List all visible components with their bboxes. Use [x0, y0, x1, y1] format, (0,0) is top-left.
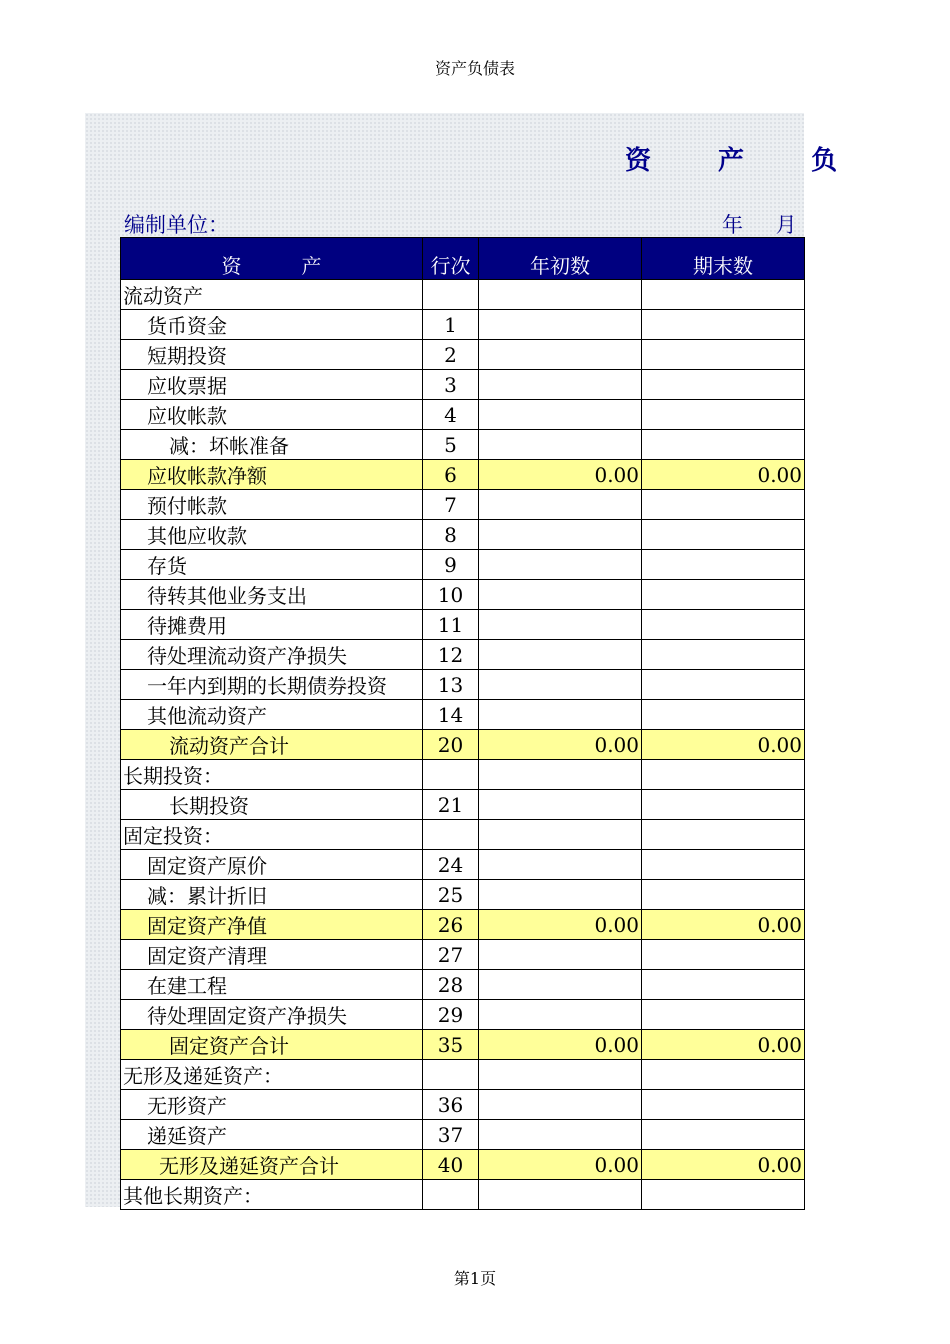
cell-item-name[interactable]: 长期投资	[121, 790, 423, 820]
cell-line-no[interactable]: 24	[423, 850, 479, 880]
header-line-no[interactable]: 行次	[423, 238, 479, 280]
table-row	[121, 880, 805, 910]
cell-item-name[interactable]: 递延资产	[121, 1120, 423, 1150]
cell-line-no[interactable]: 5	[423, 430, 479, 460]
table-row	[121, 550, 805, 580]
cell-item-name[interactable]: 固定投资：	[121, 820, 423, 850]
cell-line-no[interactable]: 29	[423, 1000, 479, 1030]
cell-item-name[interactable]: 无形资产	[121, 1090, 423, 1120]
cell-beginning-balance[interactable]	[479, 430, 642, 460]
compiler-label: 编制单位：	[124, 213, 229, 237]
cell-item-name[interactable]: 待转其他业务支出	[121, 580, 423, 610]
cell-item-name[interactable]: 应收票据	[121, 370, 423, 400]
cell-item-name[interactable]: 固定资产原价	[121, 850, 423, 880]
cell-ending-balance[interactable]	[642, 490, 805, 520]
table-row	[121, 520, 805, 550]
cell-beginning-balance[interactable]	[479, 1120, 642, 1150]
cell-ending-balance[interactable]	[642, 400, 805, 430]
table-row	[121, 580, 805, 610]
cell-line-no[interactable]: 21	[423, 790, 479, 820]
cell-ending-balance[interactable]	[642, 850, 805, 880]
cell-item-name[interactable]: 减：累计折旧	[121, 880, 423, 910]
cell-line-no[interactable]: 36	[423, 1090, 479, 1120]
header-assets[interactable]: 资 产	[121, 238, 423, 280]
page-header: 资产负债表	[434, 59, 515, 78]
cell-beginning-balance[interactable]	[479, 970, 642, 1000]
table-row	[121, 310, 805, 340]
balance-sheet-table	[120, 237, 805, 1210]
cell-line-no[interactable]: 27	[423, 940, 479, 970]
cell-line-no[interactable]: 28	[423, 970, 479, 1000]
cell-line-no[interactable]: 8	[423, 520, 479, 550]
cell-line-no[interactable]: 26	[423, 910, 479, 940]
cell-beginning-balance[interactable]	[479, 1060, 642, 1090]
cell-line-no[interactable]	[423, 280, 479, 310]
cell-ending-balance[interactable]	[642, 640, 805, 670]
cell-line-no[interactable]: 6	[423, 460, 479, 490]
cell-ending-balance[interactable]	[642, 1180, 805, 1210]
cell-ending-balance[interactable]	[642, 1120, 805, 1150]
cell-line-no[interactable]: 12	[423, 640, 479, 670]
cell-item-name[interactable]: 待处理流动资产净损失	[121, 640, 423, 670]
report-title: 资 产 负	[625, 146, 867, 176]
cell-ending-balance[interactable]	[642, 430, 805, 460]
table-row	[121, 1150, 805, 1180]
cell-ending-balance[interactable]	[642, 550, 805, 580]
cell-beginning-balance[interactable]	[479, 280, 642, 310]
table-header-row	[121, 238, 805, 280]
cell-beginning-balance[interactable]	[479, 700, 642, 730]
cell-beginning-balance[interactable]: 0.00	[479, 1150, 642, 1180]
table-row	[121, 640, 805, 670]
cell-beginning-balance[interactable]	[479, 580, 642, 610]
cell-item-name[interactable]: 待处理固定资产净损失	[121, 1000, 423, 1030]
cell-item-name[interactable]: 短期投资	[121, 340, 423, 370]
table-row	[121, 1180, 805, 1210]
cell-ending-balance[interactable]	[642, 820, 805, 850]
table-row	[121, 1030, 805, 1060]
cell-ending-balance[interactable]: 0.00	[642, 1030, 805, 1060]
cell-ending-balance[interactable]	[642, 280, 805, 310]
header-ending-balance[interactable]: 期末数	[642, 238, 805, 280]
cell-ending-balance[interactable]	[642, 700, 805, 730]
cell-line-no[interactable]: 35	[423, 1030, 479, 1060]
table-row	[121, 340, 805, 370]
table-row	[121, 1090, 805, 1120]
cell-item-name[interactable]: 存货	[121, 550, 423, 580]
cell-line-no[interactable]: 10	[423, 580, 479, 610]
cell-ending-balance[interactable]	[642, 790, 805, 820]
cell-line-no[interactable]: 1	[423, 310, 479, 340]
cell-beginning-balance[interactable]: 0.00	[479, 460, 642, 490]
cell-item-name[interactable]: 应收帐款净额	[121, 460, 423, 490]
cell-ending-balance[interactable]	[642, 580, 805, 610]
cell-item-name[interactable]: 无形及递延资产：	[121, 1060, 423, 1090]
cell-beginning-balance[interactable]	[479, 1090, 642, 1120]
cell-ending-balance[interactable]	[642, 1000, 805, 1030]
table-row	[121, 280, 805, 310]
cell-item-name[interactable]: 在建工程	[121, 970, 423, 1000]
table-row	[121, 820, 805, 850]
cell-item-name[interactable]: 其他应收款	[121, 520, 423, 550]
date-label: 年 月	[722, 213, 797, 237]
cell-line-no[interactable]	[423, 820, 479, 850]
cell-item-name[interactable]: 流动资产	[121, 280, 423, 310]
cell-beginning-balance[interactable]	[479, 850, 642, 880]
cell-beginning-balance[interactable]	[479, 760, 642, 790]
cell-item-name[interactable]: 预付帐款	[121, 490, 423, 520]
cell-beginning-balance[interactable]	[479, 880, 642, 910]
table-row	[121, 850, 805, 880]
cell-beginning-balance[interactable]	[479, 340, 642, 370]
cell-ending-balance[interactable]	[642, 310, 805, 340]
table-row	[121, 910, 805, 940]
table-row	[121, 790, 805, 820]
cell-item-name[interactable]: 应收帐款	[121, 400, 423, 430]
cell-ending-balance[interactable]	[642, 970, 805, 1000]
cell-ending-balance[interactable]	[642, 760, 805, 790]
cell-line-no[interactable]: 20	[423, 730, 479, 760]
page-footer: 第1页	[453, 1269, 497, 1288]
cell-line-no[interactable]: 7	[423, 490, 479, 520]
cell-beginning-balance[interactable]	[479, 370, 642, 400]
table-row	[121, 490, 805, 520]
table-body	[121, 280, 805, 1210]
cell-ending-balance[interactable]	[642, 370, 805, 400]
cell-line-no[interactable]: 25	[423, 880, 479, 910]
cell-ending-balance[interactable]: 0.00	[642, 730, 805, 760]
cell-beginning-balance[interactable]	[479, 310, 642, 340]
table-row	[121, 1120, 805, 1150]
table-row	[121, 430, 805, 460]
cell-ending-balance[interactable]	[642, 610, 805, 640]
cell-beginning-balance[interactable]	[479, 640, 642, 670]
cell-line-no[interactable]: 4	[423, 400, 479, 430]
cell-beginning-balance[interactable]	[479, 520, 642, 550]
cell-item-name[interactable]: 固定资产净值	[121, 910, 423, 940]
cell-item-name[interactable]: 一年内到期的长期债券投资	[121, 670, 423, 700]
cell-item-name[interactable]: 无形及递延资产合计	[121, 1150, 423, 1180]
cell-beginning-balance[interactable]	[479, 790, 642, 820]
cell-item-name[interactable]: 货币资金	[121, 310, 423, 340]
table-row	[121, 460, 805, 490]
cell-line-no[interactable]	[423, 760, 479, 790]
cell-ending-balance[interactable]	[642, 670, 805, 700]
cell-ending-balance[interactable]	[642, 940, 805, 970]
cell-line-no[interactable]: 13	[423, 670, 479, 700]
table-row	[121, 760, 805, 790]
cell-ending-balance[interactable]	[642, 1060, 805, 1090]
cell-item-name[interactable]: 长期投资：	[121, 760, 423, 790]
cell-item-name[interactable]: 减：坏帐准备	[121, 430, 423, 460]
cell-beginning-balance[interactable]: 0.00	[479, 1030, 642, 1060]
cell-item-name[interactable]: 待摊费用	[121, 610, 423, 640]
cell-beginning-balance[interactable]	[479, 1000, 642, 1030]
cell-ending-balance[interactable]: 0.00	[642, 1150, 805, 1180]
cell-line-no[interactable]: 40	[423, 1150, 479, 1180]
cell-beginning-balance[interactable]	[479, 490, 642, 520]
cell-item-name[interactable]: 固定资产合计	[121, 1030, 423, 1060]
cell-ending-balance[interactable]	[642, 520, 805, 550]
cell-beginning-balance[interactable]: 0.00	[479, 730, 642, 760]
cell-beginning-balance[interactable]	[479, 1180, 642, 1210]
cell-item-name[interactable]: 流动资产合计	[121, 730, 423, 760]
table-row	[121, 400, 805, 430]
cell-beginning-balance[interactable]	[479, 940, 642, 970]
table-row	[121, 670, 805, 700]
cell-item-name[interactable]: 固定资产清理	[121, 940, 423, 970]
table-row	[121, 700, 805, 730]
cell-ending-balance[interactable]	[642, 1090, 805, 1120]
cell-line-no[interactable]: 14	[423, 700, 479, 730]
cell-beginning-balance[interactable]	[479, 670, 642, 700]
cell-ending-balance[interactable]	[642, 340, 805, 370]
cell-beginning-balance[interactable]	[479, 400, 642, 430]
cell-item-name[interactable]: 其他流动资产	[121, 700, 423, 730]
cell-ending-balance[interactable]: 0.00	[642, 910, 805, 940]
cell-beginning-balance[interactable]: 0.00	[479, 910, 642, 940]
cell-line-no[interactable]	[423, 1060, 479, 1090]
cell-line-no[interactable]: 3	[423, 370, 479, 400]
table-row	[121, 970, 805, 1000]
cell-line-no[interactable]	[423, 1180, 479, 1210]
table-row	[121, 610, 805, 640]
cell-item-name[interactable]: 其他长期资产：	[121, 1180, 423, 1210]
cell-ending-balance[interactable]	[642, 880, 805, 910]
cell-beginning-balance[interactable]	[479, 820, 642, 850]
cell-line-no[interactable]: 37	[423, 1120, 479, 1150]
cell-beginning-balance[interactable]	[479, 550, 642, 580]
cell-line-no[interactable]: 2	[423, 340, 479, 370]
cell-line-no[interactable]: 11	[423, 610, 479, 640]
cell-ending-balance[interactable]: 0.00	[642, 460, 805, 490]
table-row	[121, 730, 805, 760]
table-row	[121, 940, 805, 970]
table-row	[121, 1060, 805, 1090]
header-beginning-balance[interactable]: 年初数	[479, 238, 642, 280]
cell-line-no[interactable]: 9	[423, 550, 479, 580]
table-row	[121, 1000, 805, 1030]
cell-beginning-balance[interactable]	[479, 610, 642, 640]
table-row	[121, 370, 805, 400]
